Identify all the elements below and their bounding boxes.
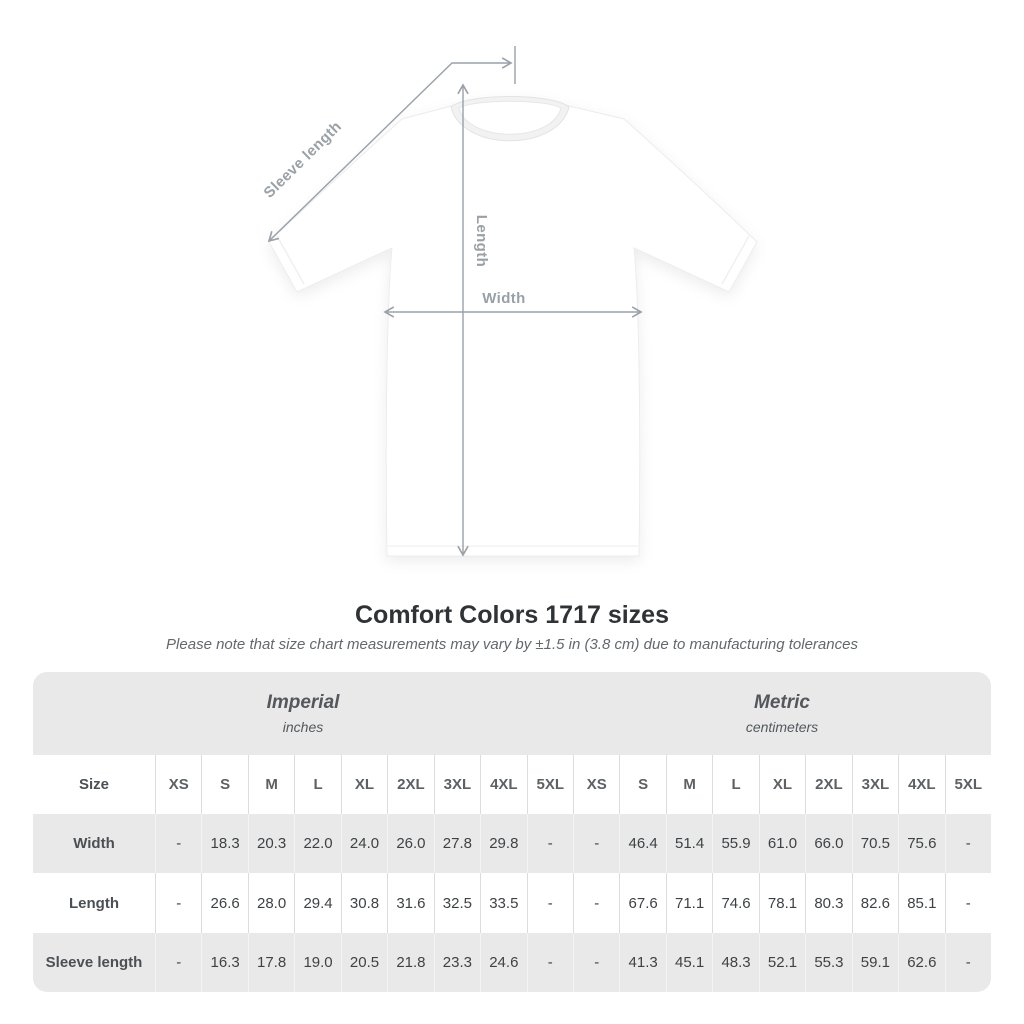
row-width	[33, 814, 991, 873]
measurement-value: 27.8	[434, 814, 480, 873]
measurement-value: 19.0	[294, 933, 340, 992]
row-size-header	[33, 755, 991, 814]
measurement-value: 41.3	[619, 933, 665, 992]
row-length	[33, 873, 991, 933]
measurement-value: 17.8	[248, 933, 294, 992]
measurement-value: 48.3	[712, 933, 758, 992]
measurement-value: 85.1	[898, 873, 944, 933]
measurement-value: -	[527, 814, 573, 873]
measurement-value: 28.0	[248, 873, 294, 933]
size-col-header: L	[294, 755, 340, 814]
size-col-header: M	[666, 755, 712, 814]
sleeve-length-label: Sleeve length	[260, 118, 346, 202]
size-col-header: 5XL	[945, 755, 991, 814]
measurement-value: 16.3	[201, 933, 247, 992]
measurement-value: 33.5	[480, 873, 526, 933]
size-col-header: XS	[155, 755, 201, 814]
measurement-value: 55.9	[712, 814, 758, 873]
measurement-value: 29.4	[294, 873, 340, 933]
measurement-value: -	[945, 814, 991, 873]
imperial-label: Imperial	[266, 692, 340, 713]
size-col-header: XL	[341, 755, 387, 814]
row-label: Sleeve length	[45, 954, 143, 971]
size-col-header: 2XL	[387, 755, 433, 814]
size-col-header: XS	[573, 755, 619, 814]
measurement-value: 75.6	[898, 814, 944, 873]
measurement-value: 22.0	[294, 814, 340, 873]
measurement-value: 51.4	[666, 814, 712, 873]
size-col-header: 5XL	[527, 755, 573, 814]
measurement-value: 32.5	[434, 873, 480, 933]
page-title: Comfort Colors 1717 sizes	[355, 601, 669, 629]
imperial-group-header	[33, 672, 573, 755]
size-col-header: 3XL	[852, 755, 898, 814]
size-col-header: 4XL	[480, 755, 526, 814]
tshirt-graphic	[269, 97, 757, 557]
measurement-value: 23.3	[434, 933, 480, 992]
measurement-value: -	[527, 933, 573, 992]
measurement-value: 24.0	[341, 814, 387, 873]
size-header-label: Size	[78, 776, 109, 793]
metric-label: Metric	[754, 692, 810, 713]
row-units-header	[33, 672, 991, 755]
row-sleeve-length	[33, 933, 991, 992]
measurement-value: 21.8	[387, 933, 433, 992]
measurement-value: 18.3	[201, 814, 247, 873]
measurement-value: 26.0	[387, 814, 433, 873]
measurement-value: 20.3	[248, 814, 294, 873]
measurement-value: -	[155, 933, 201, 992]
tolerance-note: Please note that size chart measurements may vary by ±1.5 in (3.8 cm) due to manufacturing tolerances	[166, 636, 858, 653]
measurement-value: 24.6	[480, 933, 526, 992]
size-col-header: 2XL	[805, 755, 851, 814]
measurement-value: 66.0	[805, 814, 851, 873]
measurement-value: -	[573, 933, 619, 992]
size-table	[33, 672, 991, 992]
measurement-value: -	[155, 814, 201, 873]
row-label: Length	[69, 894, 119, 912]
size-col-header: 3XL	[434, 755, 480, 814]
measurement-value: 70.5	[852, 814, 898, 873]
measurement-value: -	[573, 814, 619, 873]
measurement-value: 80.3	[805, 873, 851, 933]
measurement-value: 74.6	[712, 873, 758, 933]
measurement-value: 71.1	[666, 873, 712, 933]
measurement-value: 82.6	[852, 873, 898, 933]
measurement-value: 59.1	[852, 933, 898, 992]
measurement-value: -	[945, 933, 991, 992]
measurement-value: 29.8	[480, 814, 526, 873]
measurement-value: -	[527, 873, 573, 933]
measurement-value: 30.8	[341, 873, 387, 933]
imperial-unit-label: inches	[282, 719, 324, 735]
measurement-value: 20.5	[341, 933, 387, 992]
row-label: Width	[73, 835, 115, 852]
size-col-header: L	[712, 755, 758, 814]
measurement-value: 62.6	[898, 933, 944, 992]
measurement-value: -	[945, 873, 991, 933]
size-col-header: S	[619, 755, 665, 814]
width-label: Width	[482, 290, 526, 307]
size-col-header: 4XL	[898, 755, 944, 814]
measurement-value: 52.1	[759, 933, 805, 992]
measurement-value: 45.1	[666, 933, 712, 992]
size-col-header: XL	[759, 755, 805, 814]
measurement-value: -	[155, 873, 201, 933]
measurement-value: 55.3	[805, 933, 851, 992]
measurement-value: 78.1	[759, 873, 805, 933]
length-label: Length	[473, 214, 490, 268]
measurement-value: 26.6	[201, 873, 247, 933]
measurement-value: 61.0	[759, 814, 805, 873]
metric-group-header	[573, 672, 991, 755]
measurement-value: 67.6	[619, 873, 665, 933]
size-col-header: M	[248, 755, 294, 814]
measurement-value: 31.6	[387, 873, 433, 933]
measurement-value: 46.4	[619, 814, 665, 873]
measurement-value: -	[573, 873, 619, 933]
metric-unit-label: centimeters	[745, 719, 819, 735]
size-col-header: S	[201, 755, 247, 814]
